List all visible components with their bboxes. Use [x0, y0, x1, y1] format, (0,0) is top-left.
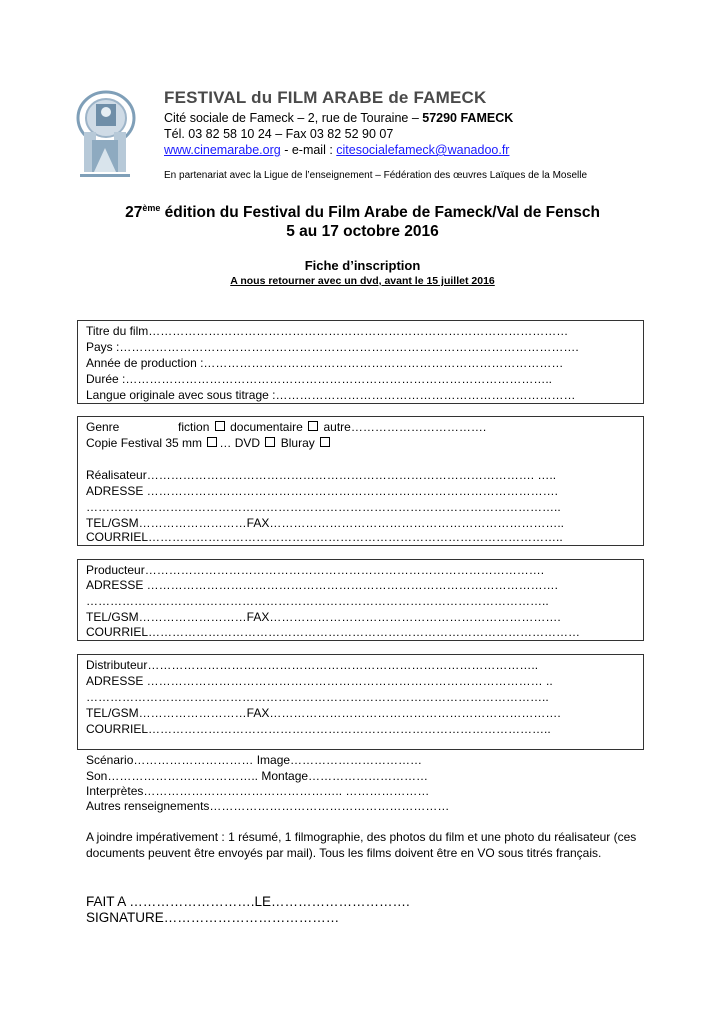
field-realisateur-tel[interactable]: TEL/GSM………………………FAX………………………………………………………………..: [86, 516, 565, 530]
field-scenario-image[interactable]: Scénario………………………… Image……………………………: [86, 753, 423, 767]
edition-dates: 5 au 17 octobre 2016: [286, 223, 439, 240]
field-distributeur-courriel[interactable]: COURRIEL………………………………………………………………………………………..: [86, 722, 551, 736]
contact-line: [164, 143, 509, 157]
field-distributeur-adresse[interactable]: ADRESSE ……………………………………………………………………………………… ..: [86, 674, 553, 688]
address: [164, 111, 513, 125]
field-producteur-tel[interactable]: TEL/GSM………………………FAX……………………………………………………………….: [86, 610, 561, 624]
field-interpretes[interactable]: Interprètes………………………………………….. …………………: [86, 784, 430, 798]
field-pays[interactable]: Pays :…………………………………………………………………………………………………….: [86, 340, 579, 354]
address-street: Cité sociale de Fameck – 2, rue de Touraine –: [164, 111, 423, 125]
genre-line: [86, 419, 636, 435]
field-fait-a[interactable]: FAIT A ……………………….LE………………………….: [86, 894, 410, 909]
field-realisateur-adresse-2[interactable]: ………………………………………………………………………………………………………..: [86, 500, 561, 514]
form-title: Fiche d’inscription: [304, 258, 421, 273]
email-link[interactable]: citesocialefameck@wanadoo.fr: [336, 143, 510, 157]
field-producteur-adresse-2[interactable]: ……………………………………………………………………………………………………..: [86, 594, 549, 608]
partnership-note: En partenariat avec la Ligue de l’enseignement – Fédération des œuvres Laïques de la Moselle: [164, 170, 588, 181]
genre-doc-label: documentaire: [230, 420, 303, 434]
email-separator: - e-mail :: [280, 143, 337, 157]
distributor-box: [77, 654, 644, 750]
address-city: 57290 FAMECK: [422, 111, 514, 125]
field-distributeur-tel[interactable]: TEL/GSM………………………FAX……………………………………………………………….: [86, 706, 561, 720]
edition-title: édition du Festival du Film Arabe de Fameck/Val de Fensch: [160, 204, 600, 222]
form-subtitle: A nous retourner avec un dvd, avant le 15 juillet 2016: [230, 275, 495, 287]
field-signature[interactable]: SIGNATURE…………………………………: [86, 910, 340, 925]
field-producteur-adresse[interactable]: ADRESSE ………………………………………………………………………………………….: [86, 578, 559, 592]
director-box: [77, 416, 644, 546]
field-langue[interactable]: Langue originale avec sous titrage :…………………………………………………………………: [86, 388, 576, 402]
field-producteur-courriel[interactable]: COURRIEL………………………………………………………………………………………………: [86, 625, 581, 639]
field-autres[interactable]: Autres renseignements……………………………………………………: [86, 799, 450, 813]
field-realisateur-courriel[interactable]: COURRIEL…………………………………………………………………………………………..: [86, 530, 563, 544]
copie-label: Copie Festival 35 mm: [86, 436, 203, 450]
field-duree[interactable]: Durée :……………………………………………………………………………………………..: [86, 372, 553, 386]
genre-label: Genre: [86, 420, 120, 434]
copie-bluray-label: Bluray: [280, 436, 315, 450]
copie-line: [86, 435, 332, 451]
genre-doc-checkbox[interactable]: [308, 421, 318, 431]
field-annee[interactable]: Année de production :………………………………………………………………………………: [86, 356, 564, 370]
film-info-box: [77, 320, 644, 404]
field-titre[interactable]: Titre du film……………………………………………………………………………………………: [86, 324, 569, 338]
festival-logo: [70, 88, 140, 186]
field-producteur[interactable]: Producteur……………………………………………………………………………………….: [86, 563, 545, 577]
copie-dvd-label: … DVD: [219, 436, 261, 450]
copie-dvd-checkbox[interactable]: [265, 437, 275, 447]
producer-box: [77, 559, 644, 641]
phone-fax: Tél. 03 82 58 10 24 – Fax 03 82 52 90 07: [164, 127, 394, 141]
website-link[interactable]: www.cinemarabe.org: [164, 143, 281, 157]
field-distributeur[interactable]: Distributeur……………………………………………………………………………………..: [86, 658, 539, 672]
field-realisateur-adresse[interactable]: ADRESSE ………………………………………………………………………………………….: [86, 484, 559, 498]
festival-title: FESTIVAL du FILM ARABE de FAMECK: [164, 88, 487, 107]
edition-number: 27: [125, 204, 143, 222]
genre-autre-field[interactable]: autre…………………………….: [323, 420, 487, 434]
field-distributeur-adresse-2[interactable]: ……………………………………………………………………………………………………..: [86, 690, 549, 704]
copie-35mm-checkbox[interactable]: [207, 437, 217, 447]
edition-sup: ème: [142, 203, 161, 213]
genre-fiction-checkbox[interactable]: [215, 421, 225, 431]
field-realisateur[interactable]: Réalisateur……………………………………………………………………………………. …..: [86, 468, 557, 482]
edition-heading: [0, 203, 725, 222]
attachment-note: A joindre impérativement : 1 résumé, 1 filmographie, des photos du film et une photo du réalisateur (ces documents peuvent être envoyés par mail). Tous les films doivent être en VO sous titrés français.: [86, 830, 637, 860]
genre-fiction-label: fiction: [178, 420, 210, 434]
field-son-montage[interactable]: Son……………………………….. Montage…………………………: [86, 769, 429, 783]
copie-bluray-checkbox[interactable]: [320, 437, 330, 447]
